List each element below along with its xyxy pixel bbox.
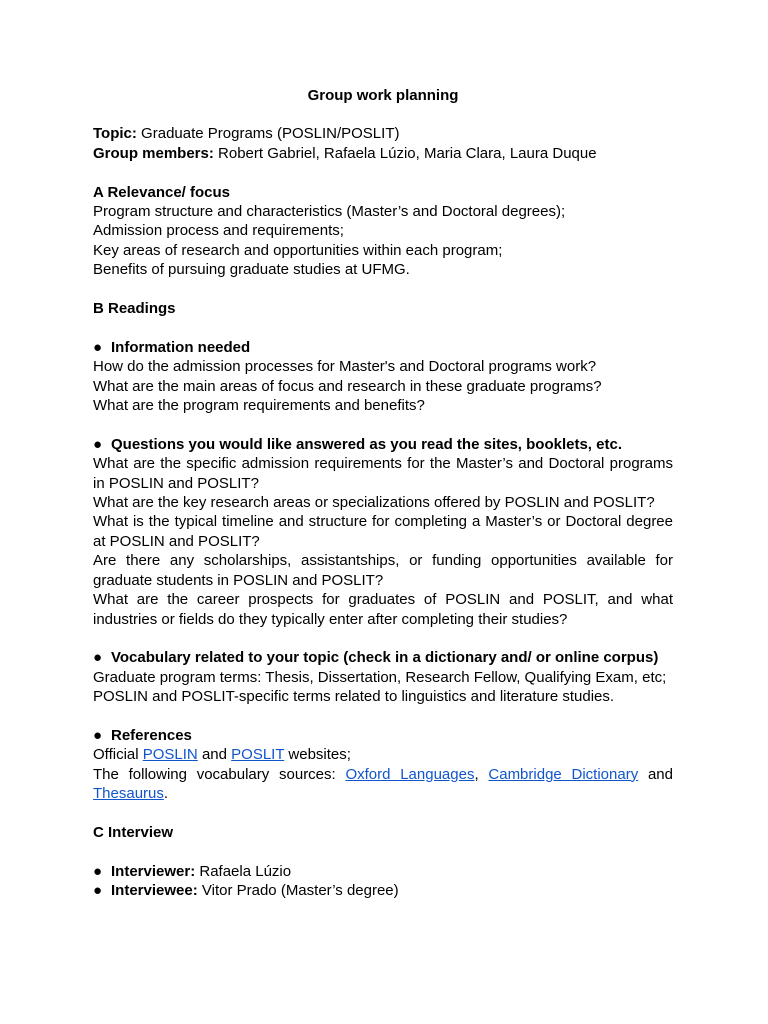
section-a-line: Benefits of pursuing graduate studies at UFMG.: [93, 261, 410, 279]
bullet-label: Vocabulary related to your topic (check in a dictionary and/ or online corpus): [111, 649, 659, 667]
section-c-heading: C Interview: [93, 823, 174, 841]
bullet-dot: ●: [93, 338, 103, 356]
thesaurus-link[interactable]: Thesaurus: [93, 785, 164, 803]
oxford-languages-link[interactable]: Oxford Languages: [345, 765, 475, 783]
document-page: [93, 86, 673, 901]
section-a-heading: A Relevance/ focus: [93, 183, 230, 201]
interviewer-value: Rafaela Lúzio: [195, 862, 292, 880]
members-value: Robert Gabriel, Rafaela Lúzio, Maria Clara, Laura Duque: [213, 144, 597, 162]
question-line: What are the key research areas or specializations offered by POSLIN and POSLIT?: [93, 494, 655, 512]
section-a-line: Admission process and requirements;: [93, 222, 344, 240]
bullet-references: [93, 726, 673, 745]
bullet-interviewee: [93, 881, 673, 900]
question-line: What is the typical timeline and structure for completing a Master’s or Doctoral degree at POSLIN and POSLIT?: [93, 513, 673, 550]
poslit-link[interactable]: POSLIT: [231, 746, 285, 764]
vocabulary-line: POSLIN and POSLIT-specific terms related to linguistics and literature studies.: [93, 688, 615, 706]
info-line: What are the main areas of focus and research in these graduate programs?: [93, 377, 602, 395]
bullet-vocabulary: [93, 648, 673, 667]
bullet-label: References: [111, 726, 192, 744]
question-line: What are the career prospects for graduates of POSLIN and POSLIT, and what industries or fields do they typically enter after completing their studies?: [93, 591, 673, 628]
document-title: Group work planning: [307, 87, 459, 104]
bullet-dot: ●: [93, 882, 103, 900]
topic-line: [93, 124, 673, 143]
bullet-label: Questions you would like answered as you read the sites, booklets, etc.: [111, 435, 622, 453]
bullet-label: Information needed: [111, 338, 251, 356]
bullet-dot: ●: [93, 862, 103, 880]
section-b-heading: B Readings: [93, 300, 176, 318]
interviewer-label: Interviewer:: [111, 862, 196, 880]
references-line-2: The following vocabulary sources: Oxford Languages, Cambridge Dictionary and Thesaurus.: [93, 765, 673, 803]
bullet-dot: ●: [93, 435, 103, 453]
poslin-link[interactable]: POSLIN: [142, 746, 198, 764]
interviewee-label: Interviewee:: [111, 882, 198, 900]
info-line: What are the program requirements and benefits?: [93, 397, 425, 415]
topic-label: Topic:: [93, 125, 137, 143]
bullet-questions: [93, 435, 673, 454]
references-line-1: Official POSLIN and POSLIT websites;: [93, 746, 351, 764]
section-a-line: Program structure and characteristics (Master’s and Doctoral degrees);: [93, 203, 566, 221]
interviewee-value: Vitor Prado (Master’s degree): [197, 882, 399, 900]
info-line: How do the admission processes for Master's and Doctoral programs work?: [93, 358, 597, 376]
topic-value: Graduate Programs (POSLIN/POSLIT): [136, 125, 400, 143]
vocabulary-line: Graduate program terms: Thesis, Dissertation, Research Fellow, Qualifying Exam, etc;: [93, 668, 667, 686]
bullet-information-needed: [93, 338, 673, 357]
question-line: Are there any scholarships, assistantships, or funding opportunities available for graduate students in POSLIN and POSLIT?: [93, 552, 673, 589]
members-label: Group members:: [93, 144, 214, 162]
section-a-line: Key areas of research and opportunities within each program;: [93, 241, 503, 259]
bullet-dot: ●: [93, 649, 103, 667]
question-line: What are the specific admission requirements for the Master’s and Doctoral programs in POSLIN and POSLIT?: [93, 455, 673, 492]
bullet-dot: ●: [93, 726, 103, 744]
members-line: [93, 144, 673, 163]
cambridge-dictionary-link[interactable]: Cambridge Dictionary: [488, 765, 639, 783]
bullet-interviewer: [93, 862, 673, 881]
